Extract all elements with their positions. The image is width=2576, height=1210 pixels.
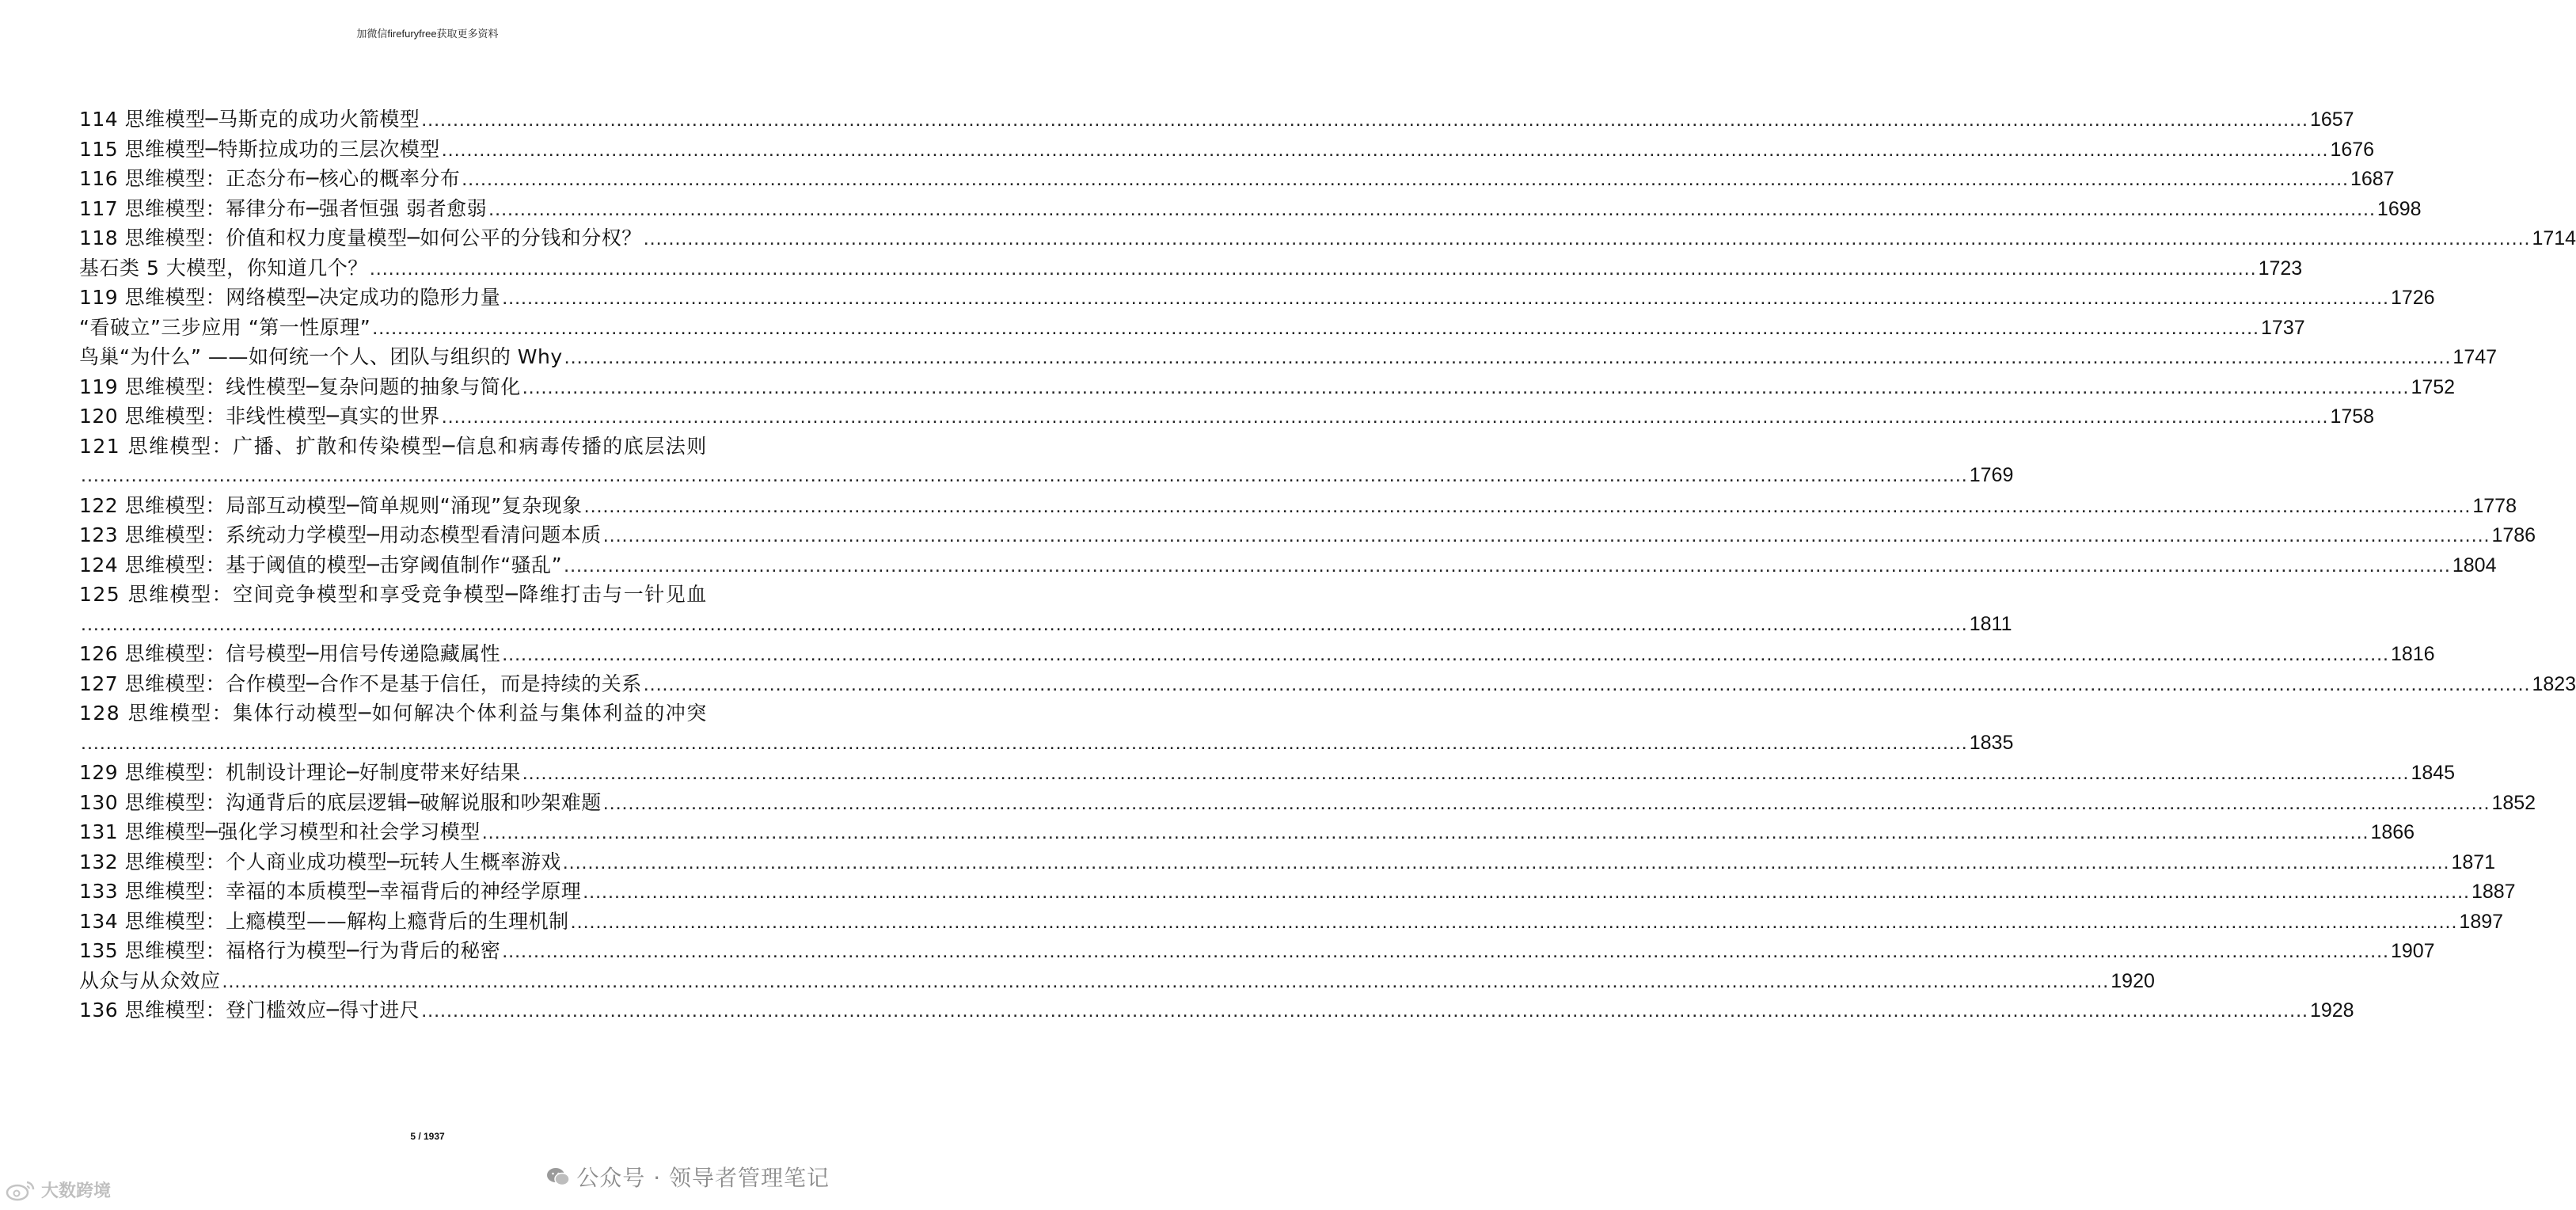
toc-entry-title: 118 思维模型：价值和权力度量模型─如何公平的分钱和分权？ (79, 226, 642, 249)
toc-leader-dots: ............................................................................................................................................................................................................................................................................................................ (583, 881, 2470, 903)
toc-entry[interactable] (79, 135, 2375, 165)
toc-entry[interactable] (79, 313, 2305, 343)
toc-entry[interactable] (79, 194, 2422, 224)
toc-entry-title: 117 思维模型：幂律分布─强者恒强 弱者愈弱 (79, 196, 488, 220)
toc-entry-title: 128 思维模型：集体行动模型─如何解决个体利益与集体利益的冲突 (79, 702, 708, 725)
toc-entry-page: 1804 (2452, 554, 2497, 576)
toc-leader-dots: ............................................................................................................................................................................................................................................................................................................ (488, 197, 2376, 220)
toc-leader-dots: ............................................................................................................................................................................................................................................................................................................ (372, 316, 2260, 339)
page-indicator: 5 / 1937 (410, 1131, 445, 1142)
toc-entry[interactable] (79, 550, 2497, 580)
toc-entry-page: 1714 (2532, 227, 2576, 249)
toc-entry[interactable] (79, 432, 2014, 491)
toc-leader-dots: ............................................................................................................................................................................................................................................................................................................ (441, 405, 2329, 428)
toc-entry-title: 127 思维模型：合作模型─合作不是基于信任，而是持续的关系 (79, 672, 642, 695)
toc-entry[interactable] (79, 253, 2303, 283)
toc-entry-title: 116 思维模型：正态分布─核心的概率分布 (79, 167, 461, 190)
toc-entry-page: 1823 (2532, 672, 2576, 695)
toc-entry[interactable] (79, 223, 2576, 253)
toc-entry-title: 132 思维模型：个人商业成功模型─玩转人生概率游戏 (79, 850, 561, 873)
wechat-icon (546, 1166, 570, 1187)
toc-entry[interactable] (79, 639, 2435, 669)
toc-entry-page: 1887 (2471, 881, 2516, 903)
toc-entry[interactable] (79, 936, 2435, 966)
toc-entry-title: 119 思维模型：网络模型─决定成功的隐形力量 (79, 286, 501, 309)
toc-entry-title: “看破立”三步应用 “第一性原理” (79, 315, 371, 339)
toc-entry-title: 121 思维模型：广播、扩散和传染模型─信息和病毒传播的底层法则 (79, 434, 708, 458)
toc-entry-page: 1845 (2411, 762, 2456, 784)
toc-entry[interactable] (79, 847, 2496, 877)
page-header: 加微信firefuryfree获取更多资料 (356, 28, 499, 40)
toc-entry-page: 1747 (2453, 346, 2498, 368)
toc-entry-page: 1778 (2472, 494, 2517, 517)
toc-entry-page: 1928 (2309, 999, 2354, 1022)
toc-leader-dots: ............................................................................................................................................................................................................................................................................................................ (643, 672, 2531, 695)
toc-leader-dots: ............................................................................................................................................................................................................................................................................................................ (602, 524, 2491, 546)
toc-entry-title: 123 思维模型：系统动力学模型─用动态模型看清问题本质 (79, 523, 602, 546)
toc-entry[interactable] (79, 491, 2517, 521)
toc-entry[interactable] (79, 669, 2576, 699)
toc-entry[interactable] (79, 877, 2516, 907)
toc-entry[interactable] (79, 966, 2155, 996)
toc-leader-dots: ............................................................................................................................................................................................................................................................................................................ (522, 762, 2410, 784)
toc-leader-dots: ............................................................................................................................................................................................................................................................................................................ (421, 999, 2308, 1022)
toc-entry-page: 1752 (2411, 375, 2456, 398)
toc-entry-title: 115 思维模型─特斯拉成功的三层次模型 (79, 137, 440, 161)
toc-entry-page: 1897 (2459, 910, 2504, 933)
toc-entry-page: 1811 (1969, 612, 2012, 635)
toc-entry[interactable] (79, 580, 2012, 639)
wechat-watermark (546, 1161, 830, 1193)
toc-entry-page: 1907 (2390, 940, 2435, 962)
toc-entry-page: 1920 (2111, 969, 2155, 992)
toc-entry-title: 124 思维模型：基于阈值的模型─击穿阈值制作“骚乱” (79, 553, 563, 576)
toc-entry[interactable] (79, 342, 2498, 372)
toc-entry-page: 1786 (2491, 524, 2536, 546)
toc-leader-dots: ............................................................................................................................................................................................................................................................................................................ (522, 375, 2410, 398)
toc-entry[interactable] (79, 164, 2395, 194)
toc-entry-title: 鸟巢“为什么” ——如何统一个人、团队与组织的 Why (79, 345, 563, 368)
weibo-watermark-text: 大数跨境 (41, 1181, 112, 1201)
toc-leader-dots: ............................................................................................................................................................................................................................................................................................................ (462, 168, 2349, 190)
toc-entry-page: 1769 (1969, 464, 2014, 486)
toc-entry[interactable] (79, 520, 2536, 550)
toc-entry[interactable] (79, 401, 2375, 432)
toc-leader-dots: ............................................................................................................................................................................................................................................................................................................ (481, 821, 2369, 843)
toc-entry-title: 从众与从众效应 (79, 968, 221, 992)
toc-entry-page: 1758 (2330, 405, 2375, 428)
toc-entry-title: 134 思维模型：上瘾模型——解构上瘾背后的生理机制 (79, 909, 569, 933)
toc-entry-title: 133 思维模型：幸福的本质模型─幸福背后的神经学原理 (79, 880, 582, 903)
toc-entry-page: 1852 (2491, 791, 2536, 814)
toc-entry-page: 1723 (2258, 257, 2303, 280)
toc-entry-title: 129 思维模型：机制设计理论─好制度带来好结果 (79, 761, 521, 784)
toc-leader-dots: ............................................................................................................................................................................................................................................................................................................ (502, 643, 2389, 665)
toc-entry-title: 122 思维模型：局部互动模型─简单规则“涌现”复杂现象 (79, 493, 583, 517)
toc-leader-dots: ............................................................................................................................................................................................................................................................................................................ (564, 346, 2452, 368)
toc-leader-dots: ............................................................................................................................................................................................................................................................................................................ (562, 850, 2450, 873)
toc-leader-dots: ............................................................................................................................................................................................................................................................................................................ (81, 731, 1968, 754)
toc-entry[interactable] (79, 105, 2354, 135)
toc-entry-page: 1676 (2330, 138, 2375, 161)
wechat-watermark-text: 公众号 · 领导者管理笔记 (576, 1165, 830, 1191)
toc-entry-page: 1871 (2451, 850, 2496, 873)
toc-entry-title: 135 思维模型：福格行为模型─行为背后的秘密 (79, 939, 501, 962)
toc-leader-dots: ............................................................................................................................................................................................................................................................................................................ (421, 108, 2308, 131)
toc-leader-dots: ............................................................................................................................................................................................................................................................................................................ (81, 464, 1968, 486)
toc-leader-dots: ............................................................................................................................................................................................................................................................................................................ (502, 287, 2389, 309)
toc-leader-dots: ............................................................................................................................................................................................................................................................................................................ (81, 612, 1968, 635)
toc-entry-title: 120 思维模型：非线性模型─真实的世界 (79, 405, 440, 428)
toc-entry[interactable] (79, 995, 2354, 1025)
toc-leader-dots: ............................................................................................................................................................................................................................................................................................................ (369, 257, 2257, 280)
toc-leader-dots: ............................................................................................................................................................................................................................................................................................................ (441, 138, 2329, 161)
toc-entry[interactable] (79, 817, 2415, 847)
toc-leader-dots: ............................................................................................................................................................................................................................................................................................................ (222, 969, 2110, 992)
toc-entry-title: 131 思维模型─强化学习模型和社会学习模型 (79, 820, 481, 843)
toc-entry-title: 125 思维模型：空间竞争模型和享受竞争模型─降维打击与一针见血 (79, 583, 708, 606)
toc-entry-title: 119 思维模型：线性模型─复杂问题的抽象与简化 (79, 375, 521, 398)
toc-leader-dots: ............................................................................................................................................................................................................................................................................................................ (502, 940, 2389, 962)
toc-entry-page: 1816 (2390, 643, 2435, 665)
toc-entry-page: 1866 (2370, 821, 2415, 843)
toc-entry-page: 1737 (2261, 316, 2305, 339)
toc-entry[interactable] (79, 907, 2504, 937)
toc-entry-page: 1687 (2350, 168, 2395, 190)
toc-entry-page: 1726 (2390, 287, 2435, 309)
toc-entry[interactable] (79, 283, 2435, 313)
toc-leader-dots: ............................................................................................................................................................................................................................................................................................................ (564, 554, 2451, 576)
toc-entry-page: 1835 (1969, 731, 2014, 754)
toc-entry[interactable] (79, 788, 2536, 818)
toc-leader-dots: ............................................................................................................................................................................................................................................................................................................ (643, 227, 2531, 249)
weibo-icon (5, 1179, 36, 1201)
toc-entry-page: 1698 (2377, 197, 2422, 220)
toc-entry-title: 126 思维模型：信号模型─用信号传递隐藏属性 (79, 642, 501, 665)
toc-entry[interactable] (79, 372, 2456, 402)
toc-entry-page: 1657 (2309, 108, 2354, 131)
toc-leader-dots: ............................................................................................................................................................................................................................................................................................................ (583, 494, 2472, 517)
toc-leader-dots: ............................................................................................................................................................................................................................................................................................................ (602, 791, 2491, 814)
toc-entry-title: 基石类 5 大模型，你知道几个？ (79, 256, 368, 280)
toc-entry[interactable] (79, 698, 2014, 758)
table-of-contents (79, 105, 2576, 1025)
weibo-watermark (5, 1178, 111, 1202)
toc-entry-title: 130 思维模型：沟通背后的底层逻辑─破解说服和吵架难题 (79, 790, 602, 814)
toc-entry[interactable] (79, 758, 2456, 788)
toc-entry-title: 114 思维模型─马斯克的成功火箭模型 (79, 108, 420, 131)
toc-entry-title: 136 思维模型：登门槛效应─得寸进尺 (79, 999, 420, 1022)
toc-leader-dots: ............................................................................................................................................................................................................................................................................................................ (570, 910, 2458, 933)
